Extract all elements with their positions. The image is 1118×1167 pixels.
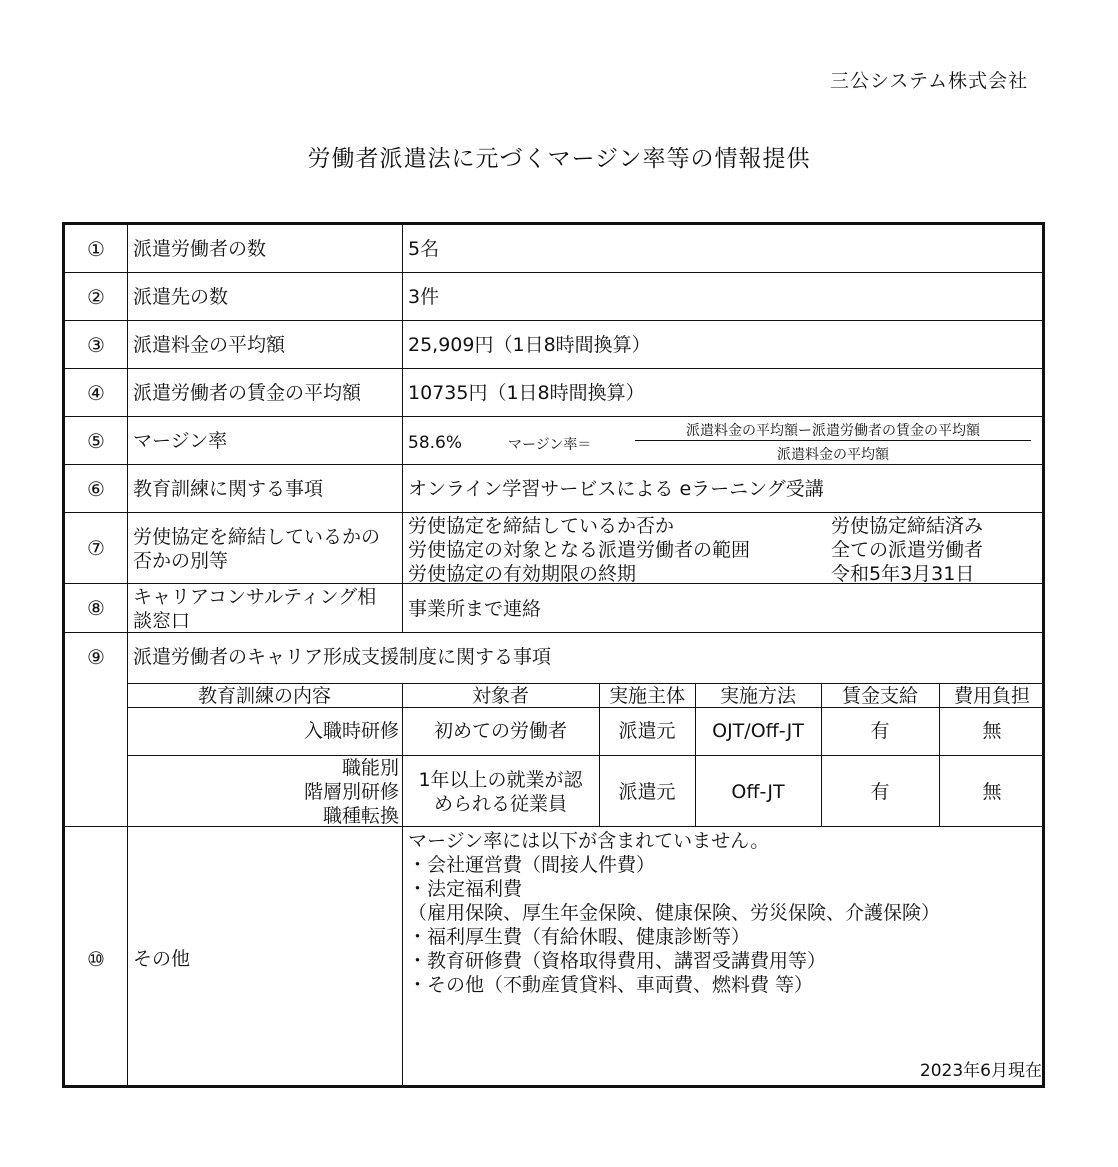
value-education: オンライン学習サービスによる eラーニング受講 bbox=[408, 478, 824, 500]
label-labor-agreement: 否かの別等 bbox=[133, 550, 229, 572]
row-number: ② bbox=[87, 285, 105, 309]
other-line: ・法定福利費 bbox=[408, 878, 523, 900]
formula-numerator: 派遣料金の平均額ー派遣労働者の賃金の平均額 bbox=[686, 423, 980, 439]
other-line: ・教育研修費（資格取得費用、講習受講費用等） bbox=[408, 950, 827, 972]
agreement-value: 全ての派遣労働者 bbox=[831, 539, 984, 561]
col-header: 費用負担 bbox=[953, 685, 1030, 707]
row-number: ⑨ bbox=[87, 645, 105, 669]
other-line: （雇用保険、厚生年金保険、健康保険、労災保険、介護保険） bbox=[408, 902, 941, 924]
value-career-consulting: 事業所まで連絡 bbox=[408, 598, 542, 620]
training-method: OJT/Off-JT bbox=[712, 720, 804, 742]
row-number: ⑤ bbox=[87, 429, 105, 453]
row-number: ③ bbox=[87, 333, 105, 357]
page-title: 労働者派遣法に元づくマージン率等の情報提供 bbox=[307, 146, 811, 172]
formula-denominator: 派遣料金の平均額 bbox=[777, 447, 889, 463]
value-margin-rate: 58.6% bbox=[408, 433, 463, 453]
training-body: 派遣元 bbox=[618, 781, 676, 803]
company-name: 三公システム株式会社 bbox=[830, 70, 1029, 92]
value-avg-wage: 10735円（1日8時間換算） bbox=[408, 382, 645, 404]
label-education: 教育訓練に関する事項 bbox=[133, 478, 324, 500]
value-dispatch-destinations: 3件 bbox=[408, 286, 440, 308]
label-margin-rate: マージン率 bbox=[133, 430, 228, 452]
training-method: Off-JT bbox=[731, 781, 785, 803]
label-career-consulting: 談窓口 bbox=[133, 610, 191, 632]
formula-label: マージン率＝ bbox=[508, 437, 592, 453]
col-header: 対象者 bbox=[471, 685, 529, 707]
training-target: 1年以上の就業が認 bbox=[418, 769, 583, 791]
info-table bbox=[62, 222, 1045, 1088]
col-header: 教育訓練の内容 bbox=[197, 685, 331, 707]
label-career-consulting: キャリアコンサルティング相 bbox=[133, 586, 377, 608]
label-dispatch-destinations: 派遣先の数 bbox=[133, 286, 229, 308]
training-cost: 無 bbox=[982, 781, 1002, 803]
training-content: 職能別 bbox=[341, 757, 399, 779]
training-content: 職種転換 bbox=[322, 805, 399, 827]
training-content: 入職時研修 bbox=[303, 720, 399, 742]
label-career-support: 派遣労働者のキャリア形成支援制度に関する事項 bbox=[133, 646, 552, 668]
col-header: 実施主体 bbox=[608, 685, 685, 707]
agreement-item: 労使協定の有効期限の終期 bbox=[408, 563, 637, 585]
label-avg-wage: 派遣労働者の賃金の平均額 bbox=[133, 382, 362, 404]
row-number: ⑧ bbox=[87, 596, 105, 620]
as-of-date: 2023年6月現在 bbox=[919, 1061, 1042, 1081]
other-line: ・その他（不動産賃貸料、車両費、燃料費 等） bbox=[408, 974, 814, 996]
training-target: 初めての労働者 bbox=[433, 720, 567, 742]
agreement-item: 労使協定を締結しているか否か bbox=[408, 515, 675, 537]
training-wage: 有 bbox=[870, 720, 890, 742]
training-target: められる従業員 bbox=[433, 793, 567, 815]
agreement-value: 令和5年3月31日 bbox=[831, 563, 975, 585]
training-wage: 有 bbox=[870, 781, 890, 803]
label-labor-agreement: 労使協定を締結しているかの bbox=[133, 526, 381, 548]
other-line: ・福利厚生費（有給休暇、健康診断等） bbox=[408, 926, 751, 948]
training-cost: 無 bbox=[982, 720, 1002, 742]
agreement-item: 労使協定の対象となる派遣労働者の範囲 bbox=[408, 539, 751, 561]
value-dispatched-workers: 5名 bbox=[408, 238, 440, 260]
training-content: 階層別研修 bbox=[303, 781, 399, 803]
agreement-value: 労使協定締結済み bbox=[831, 515, 984, 537]
other-line: ・会社運営費（間接人件費） bbox=[408, 854, 656, 876]
col-header: 賃金支給 bbox=[841, 685, 918, 707]
label-other: その他 bbox=[133, 948, 191, 970]
value-avg-fee: 25,909円（1日8時間換算） bbox=[408, 334, 651, 356]
row-number: ⑥ bbox=[87, 477, 105, 501]
label-dispatched-workers: 派遣労働者の数 bbox=[133, 238, 267, 260]
row-number: ① bbox=[87, 237, 105, 261]
row-number: ⑦ bbox=[87, 536, 105, 560]
row-number: ④ bbox=[87, 381, 105, 405]
training-body: 派遣元 bbox=[618, 720, 676, 742]
other-line: マージン率には以下が含まれていません。 bbox=[408, 830, 770, 852]
label-avg-fee: 派遣料金の平均額 bbox=[133, 334, 286, 356]
row-number: ⑩ bbox=[87, 947, 105, 971]
col-header: 実施方法 bbox=[719, 685, 796, 707]
